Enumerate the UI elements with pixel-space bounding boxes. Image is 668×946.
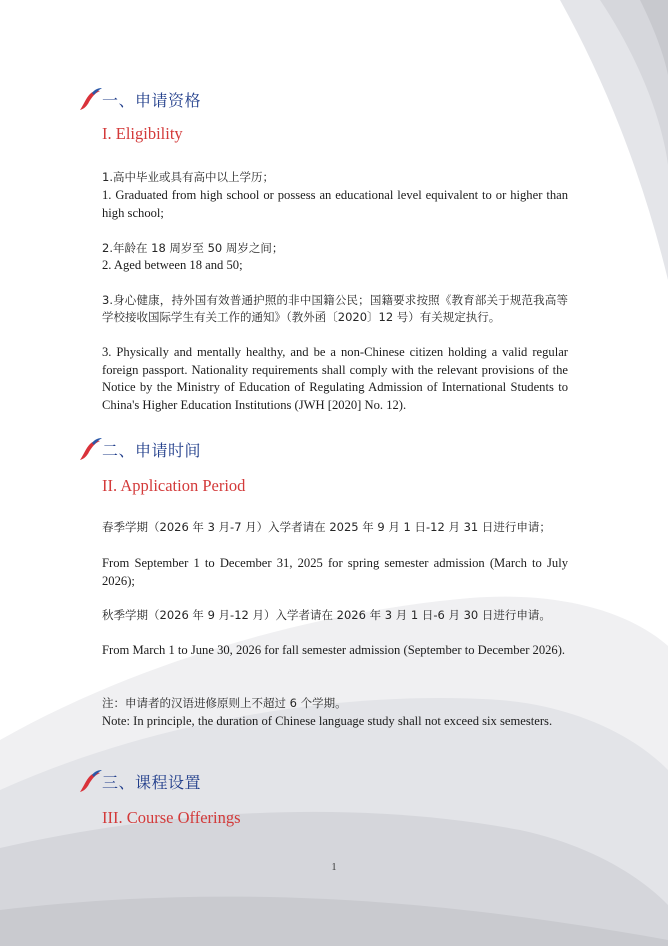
section-title-zh: 一、申请资格	[102, 90, 202, 110]
section-heading-eligibility	[78, 86, 201, 112]
section-heading-course-offerings	[78, 768, 201, 794]
item-zh: 2.年龄在 18 周岁至 50 周岁之间；	[102, 241, 284, 255]
section-title-en: III. Course Offerings	[102, 808, 241, 827]
section-title-en: I. Eligibility	[102, 124, 183, 143]
section-marker-icon	[78, 436, 104, 462]
section-marker-icon	[78, 86, 104, 112]
item-zh: 秋季学期（2026 年 9 月-12 月）入学者请在 2026 年 3 月 1 日-6 月 30 日进行申请。	[102, 608, 551, 622]
note-zh: 注：申请者的汉语进修原则上不超过 6 个学期。	[102, 696, 347, 710]
item-en: 2. Aged between 18 and 50;	[102, 258, 243, 272]
section-title-en: II. Application Period	[102, 476, 246, 495]
item-zh: 3.身心健康，持外国有效普通护照的非中国籍公民；国籍要求按照《教育部关于规范我高等学校接收国际学生有关工作的通知》（教外函〔2020〕12 号）有关规定执行。	[102, 293, 568, 324]
item-en: From March 1 to June 30, 2026 for fall semester admission (September to December 2026).	[102, 643, 566, 657]
item-zh: 1.高中毕业或具有高中以上学历；	[102, 170, 274, 184]
item-zh: 春季学期（2026 年 3 月-7 月）入学者请在 2025 年 9 月 1 日-12 月 31 日进行申请；	[102, 520, 551, 534]
section-title-zh: 二、申请时间	[102, 440, 202, 460]
item-en: From September 1 to December 31, 2025 for spring semester admission (March to July 2026);	[102, 556, 568, 588]
page-number: 1	[331, 862, 337, 873]
item-en: 3. Physically and mentally healthy, and be a non-Chinese citizen holding a valid regular foreign passport. Nationality requirements shall comply with the relevant provisions of the Notice by the Ministry of Education of Regulating Admission of International Students to China's Higher Education Institutions (JWH [2020] No. 12).	[102, 345, 568, 412]
section-heading-application-period	[78, 436, 201, 462]
section-title-zh: 三、课程设置	[102, 772, 202, 792]
note-en: Note: In principle, the duration of Chinese language study shall not exceed six semesters.	[102, 714, 553, 728]
section-marker-icon	[78, 768, 104, 794]
item-en: 1. Graduated from high school or possess an educational level equivalent to or higher than high school;	[102, 188, 568, 220]
